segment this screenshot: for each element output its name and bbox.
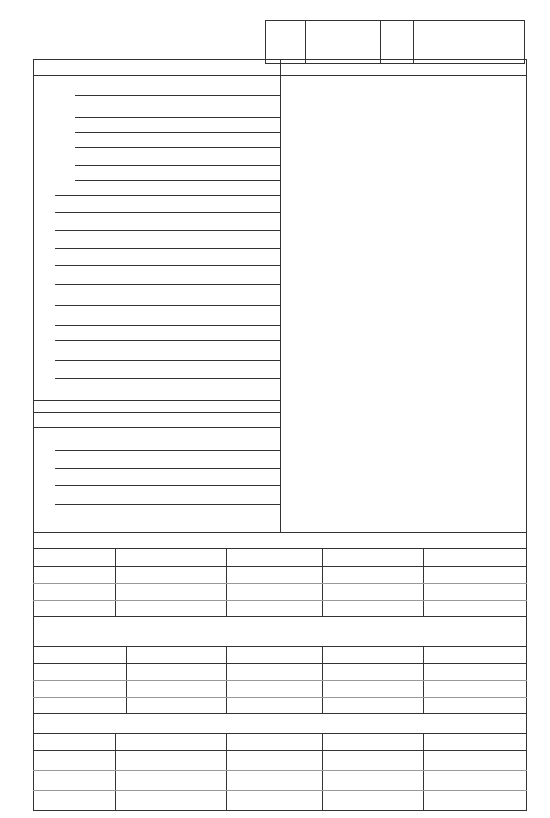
left-row-12-amount-field[interactable] (205, 265, 280, 284)
left-row-7-amount-field[interactable] (205, 180, 280, 195)
left-row-16-amount-field[interactable] (205, 340, 280, 360)
rule-line (55, 504, 280, 505)
left-row-23-amount-field[interactable] (205, 468, 280, 485)
left-row-19-amount-field[interactable] (205, 400, 280, 412)
left-row-4-amount-field[interactable] (205, 132, 280, 147)
left-row-13-amount-field[interactable] (205, 284, 280, 305)
left-row-9-amount-field[interactable] (205, 212, 280, 230)
left-row-1-amount-field[interactable] (205, 75, 280, 95)
left-row-5-amount-field[interactable] (205, 147, 280, 165)
left-row-8-amount-field[interactable] (205, 195, 280, 212)
left-row-2-amount-field[interactable] (205, 95, 280, 117)
left-row-6-amount-field[interactable] (205, 165, 280, 180)
left-row-20-amount-field[interactable] (205, 412, 280, 427)
header-box (265, 20, 525, 64)
left-row-3-amount-field[interactable] (205, 117, 280, 132)
left-row-11-amount-field[interactable] (205, 248, 280, 265)
left-row-14-amount-field[interactable] (205, 305, 280, 325)
left-row-17-amount-field[interactable] (205, 360, 280, 378)
left-row-10-amount-field[interactable] (205, 230, 280, 248)
left-row-18-amount-field[interactable] (205, 378, 280, 400)
left-row-24-amount-field[interactable] (205, 485, 280, 504)
left-row-15-amount-field[interactable] (205, 325, 280, 340)
left-row-22-amount-field[interactable] (205, 450, 280, 468)
left-row-21-amount-field[interactable] (205, 427, 280, 450)
